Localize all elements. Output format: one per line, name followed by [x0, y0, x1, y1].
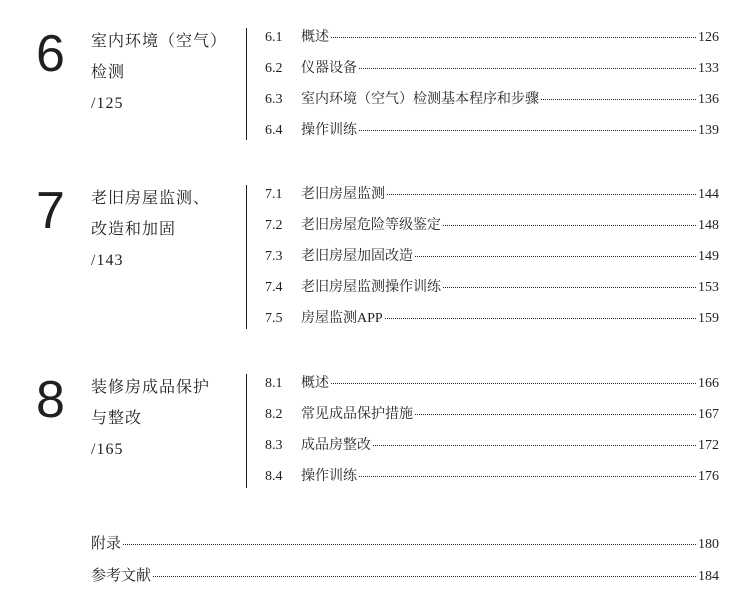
section-number: 6.3	[265, 92, 283, 107]
toc-entry[interactable]	[265, 216, 719, 236]
dot-leader	[331, 37, 696, 38]
dot-leader	[385, 318, 696, 319]
chapter-title[interactable]	[91, 372, 241, 465]
chapter-title[interactable]	[91, 26, 241, 119]
page-number: 176	[698, 469, 719, 484]
toc-entry-appendix[interactable]	[91, 533, 719, 555]
chapter-page: /143	[91, 252, 124, 269]
dot-leader	[373, 445, 696, 446]
chapter-title-line: 检测	[91, 64, 126, 81]
dot-leader	[415, 414, 696, 415]
page-number: 159	[698, 311, 719, 326]
chapter-title-line: 与整改	[91, 410, 143, 427]
toc-entry[interactable]	[265, 247, 719, 267]
chapter-page: /165	[91, 441, 124, 458]
section-title: 概述	[301, 30, 329, 45]
toc-entry[interactable]	[265, 374, 719, 394]
toc-entry[interactable]	[265, 185, 719, 205]
appendix-title: 附录	[91, 536, 122, 552]
dot-leader	[123, 544, 696, 545]
dot-leader	[359, 130, 696, 131]
chapter-title-line: 老旧房屋监测、	[91, 190, 211, 207]
dot-leader	[415, 256, 696, 257]
dot-leader	[443, 287, 696, 288]
section-number: 6.1	[265, 30, 283, 45]
dot-leader	[387, 194, 696, 195]
section-title: 操作训练	[301, 123, 357, 138]
chapter-title-line: 改造和加固	[91, 221, 177, 238]
section-title: 老旧房屋监测	[301, 187, 385, 202]
chapter-7	[0, 183, 750, 333]
section-number: 7.1	[265, 187, 283, 202]
dot-leader	[331, 383, 696, 384]
page-number: 184	[698, 569, 719, 584]
section-title: 老旧房屋监测操作训练	[301, 280, 441, 295]
divider-line	[246, 374, 247, 488]
section-number: 6.2	[265, 61, 283, 76]
section-title: 成品房整改	[301, 438, 371, 453]
chapter-number: 8	[36, 371, 65, 429]
page-number: 153	[698, 280, 719, 295]
section-title: 操作训练	[301, 469, 357, 484]
section-number: 8.4	[265, 469, 283, 484]
page-number: 172	[698, 438, 719, 453]
toc-entry[interactable]	[265, 467, 719, 487]
page-number: 167	[698, 407, 719, 422]
section-number: 8.1	[265, 376, 283, 391]
toc-entry[interactable]	[265, 405, 719, 425]
section-title: 室内环境（空气）检测基本程序和步骤	[301, 92, 539, 107]
chapter-title-line: 室内环境（空气）	[91, 33, 228, 50]
section-number: 8.2	[265, 407, 283, 422]
section-title: 概述	[301, 376, 329, 391]
dot-leader	[359, 476, 696, 477]
section-number: 7.3	[265, 249, 283, 264]
divider-line	[246, 185, 247, 329]
toc-entry[interactable]	[265, 90, 719, 110]
section-title: 常见成品保护措施	[301, 407, 413, 422]
page-number: 166	[698, 376, 719, 391]
page-number: 136	[698, 92, 719, 107]
toc-entry[interactable]	[265, 278, 719, 298]
page-number: 180	[698, 537, 719, 552]
section-number: 7.4	[265, 280, 283, 295]
section-title: 老旧房屋危险等级鉴定	[301, 218, 441, 233]
chapter-title[interactable]	[91, 183, 241, 276]
page-number: 126	[698, 30, 719, 45]
dot-leader	[359, 68, 696, 69]
chapter-page: /125	[91, 95, 124, 112]
toc-entry[interactable]	[265, 28, 719, 48]
toc-entry[interactable]	[265, 309, 719, 329]
chapter-8	[0, 372, 750, 490]
dot-leader	[153, 576, 696, 577]
section-number: 7.2	[265, 218, 283, 233]
page-number: 139	[698, 123, 719, 138]
page-number: 148	[698, 218, 719, 233]
section-title: 老旧房屋加固改造	[301, 249, 413, 264]
section-title: 仪器设备	[301, 61, 357, 76]
chapter-number: 6	[36, 25, 65, 83]
page-number: 144	[698, 187, 719, 202]
chapter-6	[0, 26, 750, 141]
section-number: 6.4	[265, 123, 283, 138]
dot-leader	[443, 225, 696, 226]
section-title: 房屋监测APP	[301, 311, 383, 326]
section-number: 8.3	[265, 438, 283, 453]
references-title: 参考文献	[91, 568, 152, 584]
page-number: 133	[698, 61, 719, 76]
section-number: 7.5	[265, 311, 283, 326]
toc-entry[interactable]	[265, 59, 719, 79]
chapter-title-line: 装修房成品保护	[91, 379, 211, 396]
page-number: 149	[698, 249, 719, 264]
toc-entry[interactable]	[265, 436, 719, 456]
chapter-number: 7	[36, 182, 65, 240]
dot-leader	[541, 99, 696, 100]
toc-entry-references[interactable]	[91, 565, 719, 587]
divider-line	[246, 28, 247, 140]
toc-entry[interactable]	[265, 121, 719, 141]
